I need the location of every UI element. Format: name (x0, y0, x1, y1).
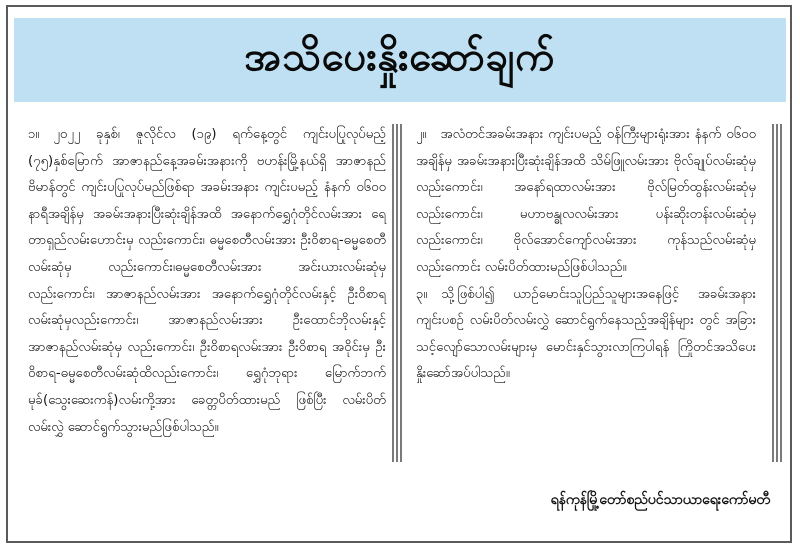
paragraph-2-text: အလံတင်အခမ်းအနား ကျင်းပမည့် ဝန်ကြီးများရုံးအား နံနက် ၀၆၀၀ အချိန်မှ အခမ်းအနားပြီးဆုံးချိန်အထိ သိမ်ဖြူလမ်းအား ဗိုလ်ချုပ်လမ်းဆုံမှလည်းကောင်း၊ အနော်ရထာလမ်းအား ဗိုလ်မြတ်ထွန်းလမ်းဆုံမှ လည်းကောင်း၊ မဟာဗန္ဓုလလမ်းအား ပန်းဆိုးတန်းလမ်းဆုံမှ လည်းကောင်း၊ ဗိုလ်အောင်ကျော်လမ်းအား ကုန်သည်လမ်းဆုံမှလည်းကောင်း လမ်းပိတ်ထားမည်ဖြစ်ပါသည်။ (416, 127, 756, 275)
paragraph-2-number: ၂။ (416, 127, 427, 142)
notice-title: အသိပေးနှိုးဆော်ချက် (244, 33, 556, 80)
right-column (416, 122, 756, 388)
paragraph-3-number: ၃။ (416, 286, 428, 302)
paragraph-3-text: သို့ဖြစ်ပါ၍ ယာဉ်မောင်းသူပြည်သူများအနေဖြင့် အခမ်းအနား ကျင်းပစဉ် လမ်းပိတ်လမ်းလွှဲ ဆောင်ရွက်နေသည့်အချိန်များ တွင် အခြားသင့်လျော်သောလမ်းများမှ မောင်းနှင်သွားလာကြပါရန် ကြိုတင်အသိပေးနှိုးဆော်အပ်ပါသည်။ (416, 286, 756, 382)
left-column (28, 122, 386, 441)
notice-banner (14, 18, 786, 102)
paragraph-1-number: ၁။ (28, 127, 40, 142)
paragraph-2 (416, 122, 756, 282)
issuer-signature: ရန်ကုန်မြို့တော်စည်ပင်သာယာရေးကော်မတီ (550, 492, 770, 508)
paragraph-1 (28, 122, 386, 441)
column-divider-right (772, 124, 782, 462)
paragraph-1-text: ၂၀၂၂ ခုနှစ်၊ ဇူလိုင်လ (၁၉) ရက်နေ့တွင် ကျင်းပပြုလုပ်မည့် (၇၅)နှစ်မြောက် အာဇာနည်နေ့အခမ်းအနားကို ဗဟန်းမြို့နယ်ရှိ အာဇာနည်ဗိမာန်တွင် ကျင်းပပြုလုပ်မည်ဖြစ်ရာ အခမ်းအနား ကျင်းပမည့် နံနက် ၀၆၀၀ နာရီအချိန်မှ အခမ်းအနားပြီးဆုံးချိန်အထိ အနောက်ရွှေဂုံတိုင်လမ်းအား ရေတာရှည်လမ်းဟောင်းမှ လည်းကောင်း၊ ဓမ္မစေတီလမ်းအား ဦးဝိစာရ-ဓမ္မစေတီလမ်းဆုံမှ လည်းကောင်း၊ဓမ္မစေတီလမ်းအား အင်းယားလမ်းဆုံမှလည်းကောင်း၊ အာဇာနည်လမ်းအား အနောက်ရွှေဂုံတိုင်လမ်းနှင့် ဦးဝိစာရလမ်းဆုံမှလည်းကောင်း၊ အာဇာနည်လမ်းအား ဦးထောင်ဘိုလမ်းနှင့် အာဇာနည်လမ်းဆုံမှ လည်းကောင်း၊ ဦးဝိစာရလမ်းအား ဦးဝိစာရ အဝိုင်းမှ ဦးဝိစာရ-ဓမ္မစေတီလမ်းဆုံထိလည်းကောင်း၊ ရွှေဂုံဘုရား မြောက်ဘက်မုခ်(သွေးဆေးကန်)လမ်းကို့အား ခေတ္တပိတ်ထားမည် ဖြစ်ပြီး လမ်းပိတ်လမ်းလွှဲ ဆောင်ရွက်သွားမည်ဖြစ်ပါသည်။ (28, 127, 386, 435)
paragraph-3 (416, 282, 756, 388)
notice-body (14, 114, 786, 532)
column-divider-left (392, 124, 402, 462)
